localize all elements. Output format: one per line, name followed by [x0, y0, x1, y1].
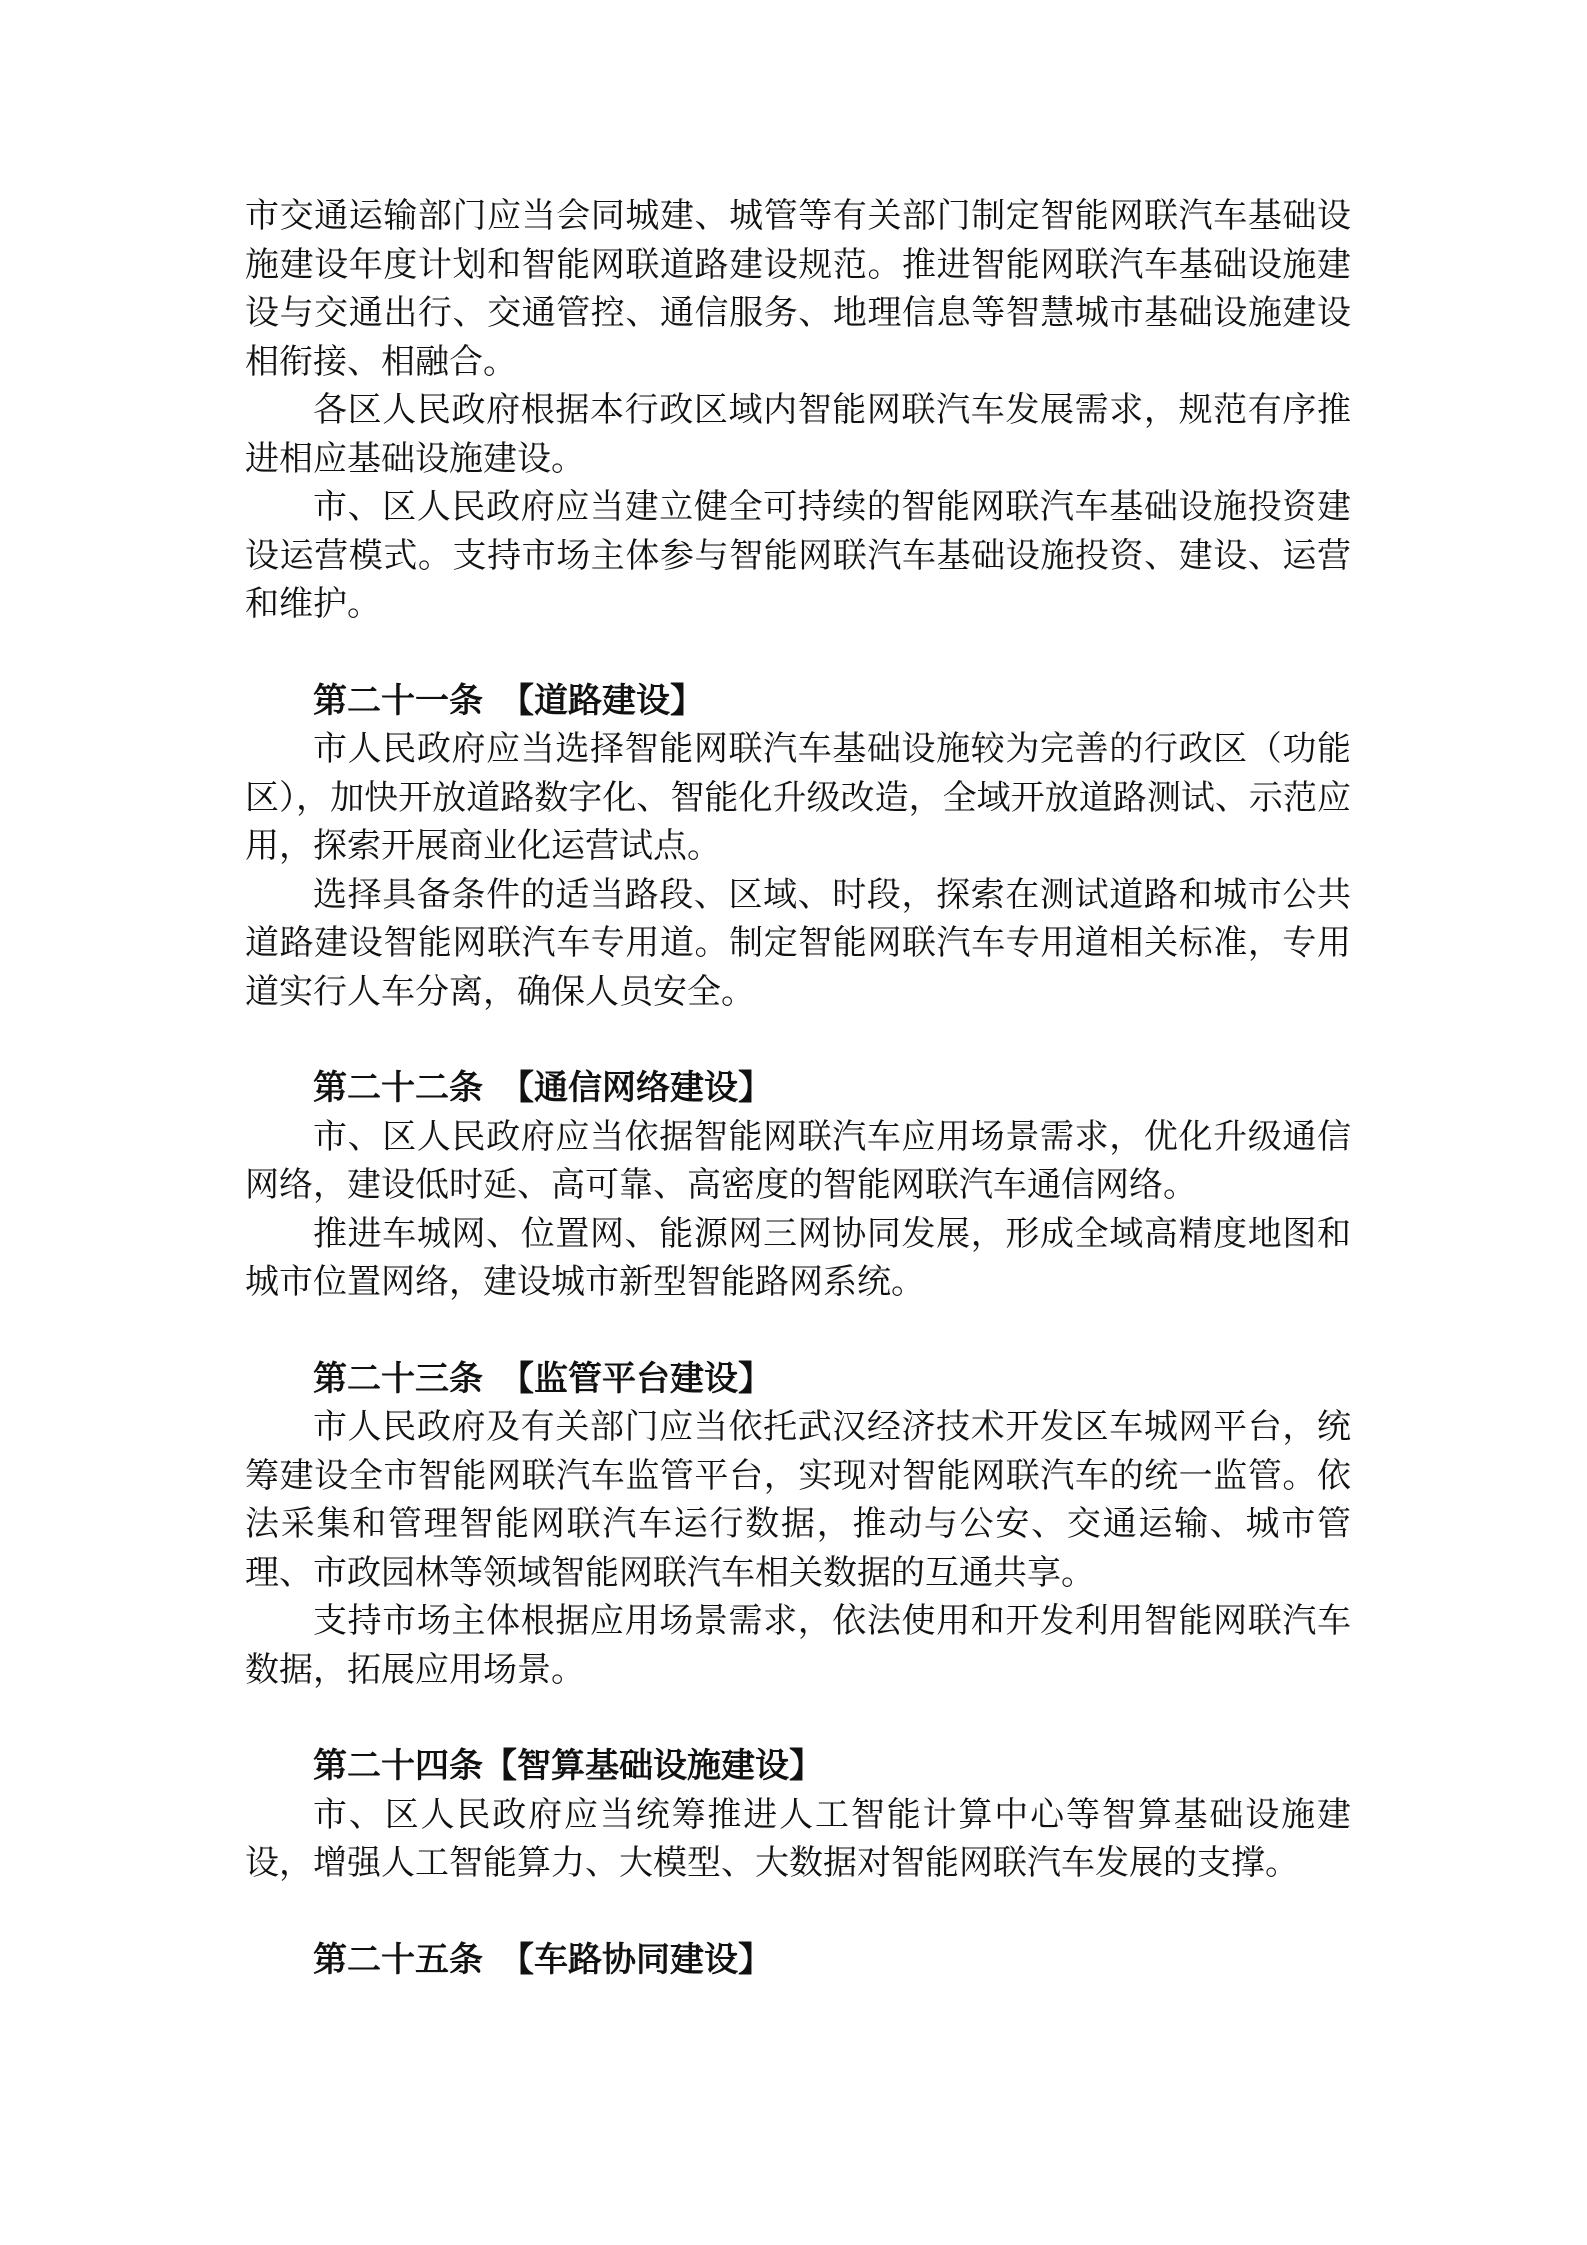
body-paragraph: 推进车城网、位置网、能源网三网协同发展，形成全域高精度地图和城市位置网络，建设城市新型智能路网系统。 [245, 1213, 1351, 1302]
article-subject: 【通信网络建设】 [500, 1068, 772, 1108]
body-paragraph: 市、区人民政府应当统筹推进人工智能计算中心等智算基础设施建设，增强人工智能算力、大模型、大数据对智能网联汽车发展的支撑。 [245, 1794, 1351, 1883]
body-paragraph: 市人民政府及有关部门应当依托武汉经济技术开发区车城网平台，统筹建设全市智能网联汽车监管平台，实现对智能网联汽车的统一监管。依法采集和管理智能网联汽车运行数据，推动与公安、交通运输、城市管理、市政园林等领域智能网联汽车相关数据的互通共享。 [245, 1407, 1351, 1593]
article-number: 第二十一条 [313, 680, 483, 721]
body-paragraph: 选择具备条件的适当路段、区域、时段，探索在测试道路和城市公共道路建设智能网联汽车专用道。制定智能网联汽车专用道相关标准，专用道实行人车分离，确保人员安全。 [245, 874, 1351, 1012]
article-subject: 【监管平台建设】 [500, 1358, 772, 1399]
article-heading [245, 677, 1351, 726]
article-number: 第二十五条 [313, 1939, 483, 1980]
article-heading [245, 1355, 1351, 1404]
article-heading [245, 1742, 1351, 1791]
body-paragraph: 市交通运输部门应当会同城建、城管等有关部门制定智能网联汽车基础设施建设年度计划和智能网联道路建设规范。推进智能网联汽车基础设施建设与交通出行、交通管控、通信服务、地理信息等智慧城市基础设施建设相衔接、相融合。 [245, 196, 1351, 382]
article-25 [245, 1936, 1351, 1985]
article-heading [245, 1064, 1351, 1113]
body-paragraph: 各区人民政府根据本行政区域内智能网联汽车发展需求，规范有序推进相应基础设施建设。 [245, 390, 1351, 479]
article-subject: 【车路协同建设】 [500, 1939, 772, 1980]
article-number: 第二十二条 [313, 1068, 483, 1108]
article-subject: 【智算基础设施建设】 [483, 1746, 823, 1786]
body-paragraph: 市人民政府应当选择智能网联汽车基础设施较为完善的行政区（功能区），加快开放道路数字化、智能化升级改造，全域开放道路测试、示范应用，探索开展商业化运营试点。 [245, 729, 1351, 866]
article-22 [245, 1064, 1351, 1307]
body-paragraph: 支持市场主体根据应用场景需求，依法使用和开发利用智能网联汽车数据，拓展应用场景。 [245, 1601, 1351, 1690]
body-paragraph: 市、区人民政府应当依据智能网联汽车应用场景需求，优化升级通信网络，建设低时延、高可靠、高密度的智能网联汽车通信网络。 [245, 1116, 1351, 1205]
article-number: 第二十三条 [313, 1358, 483, 1399]
article-heading [245, 1936, 1351, 1985]
article-subject: 【道路建设】 [500, 680, 704, 721]
intro-section [245, 192, 1351, 629]
document-page [245, 192, 1351, 1984]
body-paragraph: 市、区人民政府应当建立健全可持续的智能网联汽车基础设施投资建设运营模式。支持市场主体参与智能网联汽车基础设施投资、建设、运营和维护。 [245, 487, 1351, 624]
article-21 [245, 677, 1351, 1017]
article-number: 第二十四条 [313, 1746, 483, 1786]
article-24 [245, 1742, 1351, 1888]
article-23 [245, 1355, 1351, 1695]
